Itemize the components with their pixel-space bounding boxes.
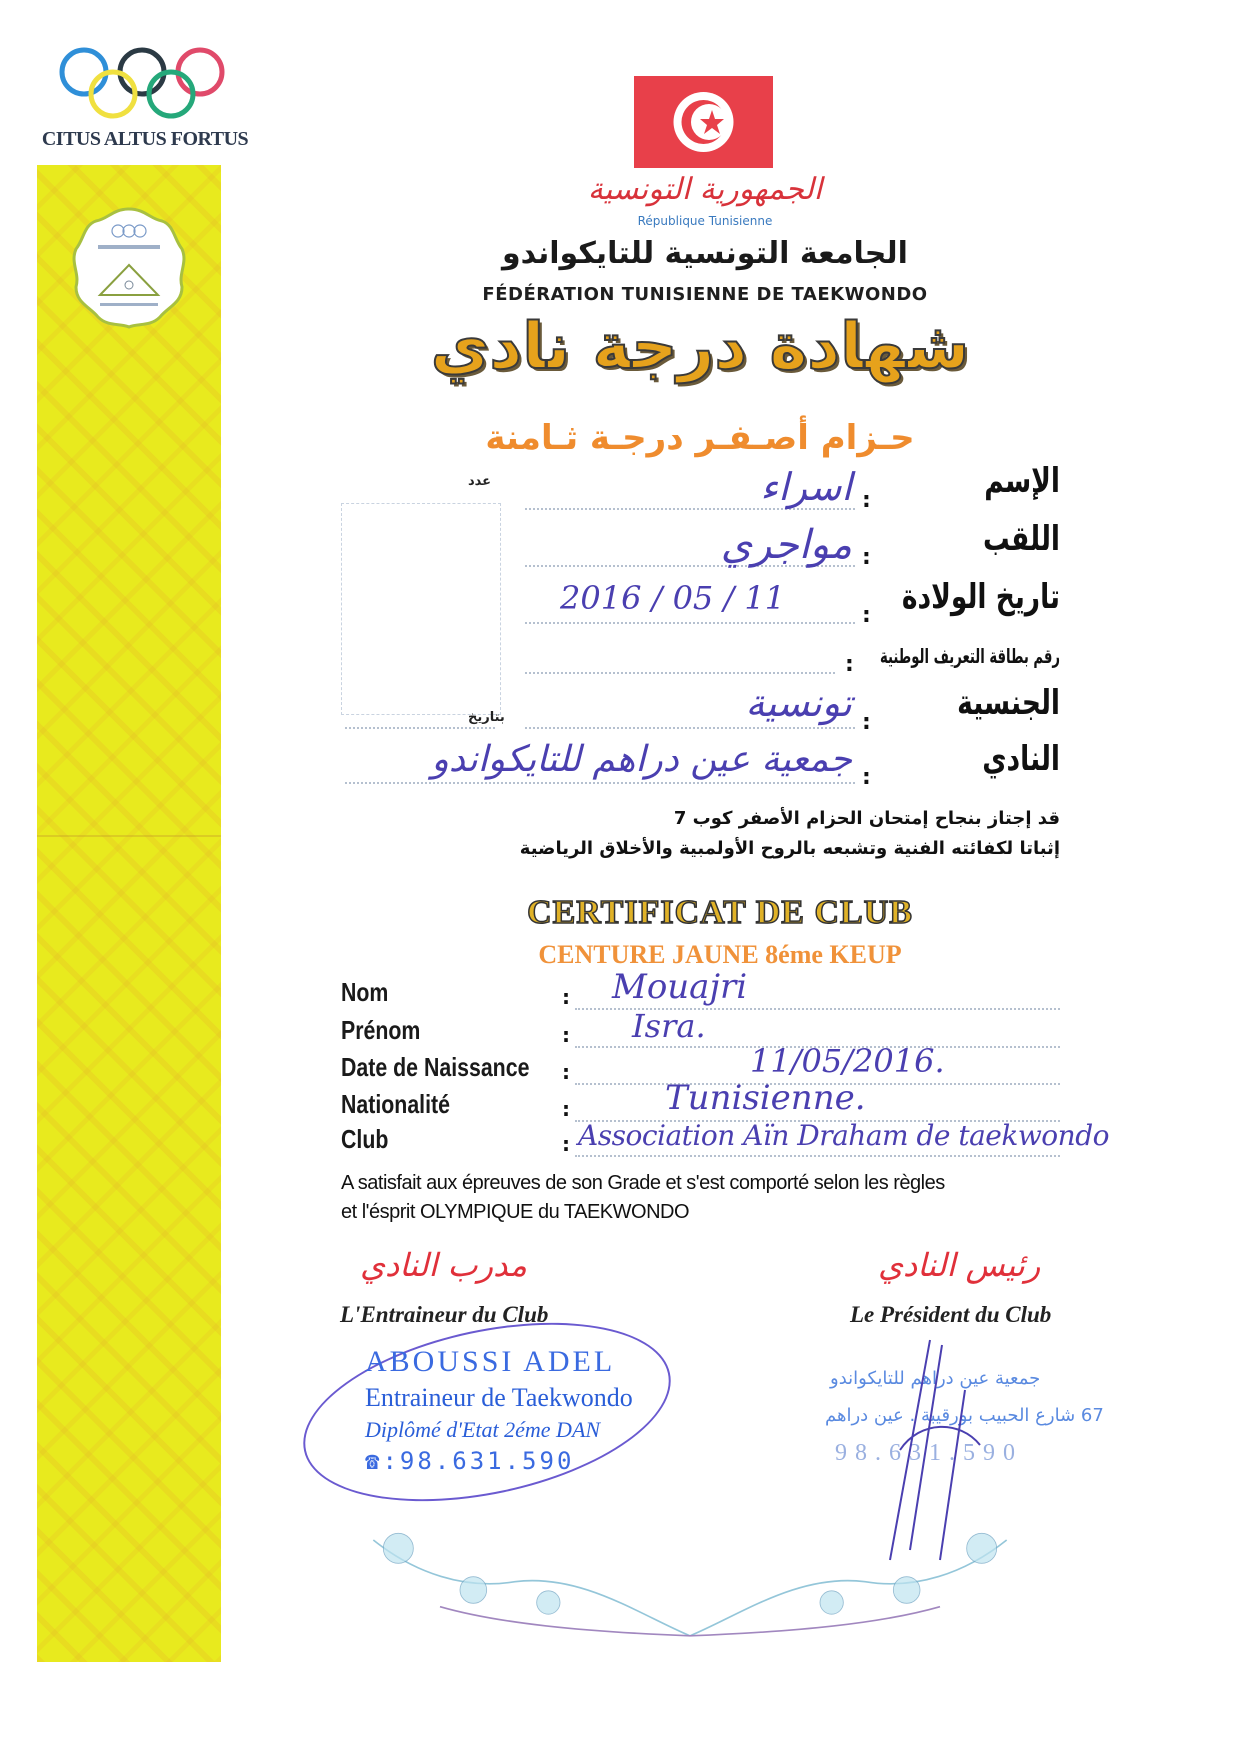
arabic-club-value: جمعية عين دراهم للتايكواندو	[431, 739, 852, 780]
date-label: بتاريخ	[468, 710, 505, 725]
french-statement-2: et l'ésprit OLYMPIQUE du TAEKWONDO	[341, 1201, 690, 1223]
tunisian-flag	[634, 76, 773, 168]
federation-emblem	[70, 205, 188, 330]
olympic-motto: CITUS ALTUS FORTUS	[41, 128, 249, 150]
olympic-rings-logo	[58, 44, 228, 124]
decorative-yellow-strip	[37, 165, 221, 1662]
french-nationalite-value: Tunisienne.	[665, 1078, 866, 1118]
french-club-value: Association Aïn Draham de taekwondo	[578, 1119, 1109, 1152]
federation-french: FÉDÉRATION TUNISIENNE DE TAEKWONDO	[482, 284, 928, 305]
president-title-french: Le Président du Club	[850, 1302, 1052, 1327]
number-label: عدد	[468, 474, 492, 489]
crescent-star-icon	[634, 76, 773, 168]
certificate-title-arabic: شهادة درجة نادي	[430, 310, 970, 384]
date-line	[345, 727, 495, 729]
coach-title-french: L'Entraineur du Club	[340, 1302, 549, 1327]
arabic-statement-1: قد إجتاز بنجاح إمتحان الحزام الأصفر كوب 7	[673, 808, 1060, 829]
arabic-name-value: اسراء	[760, 465, 852, 509]
president-title-arabic: رئيس النادي	[878, 1246, 1041, 1284]
french-nom-value: Mouajri	[612, 967, 748, 1007]
french-prenom-value: Isra.	[632, 1007, 706, 1045]
arabic-nationality-value: تونسية	[745, 681, 852, 725]
arabic-statement-2: إثباتا لكفائته الفنية وتشبعه بالروح الأولمبية والأخلاق الرياضية	[519, 838, 1060, 859]
belt-grade-french: CENTURE JAUNE 8éme KEUP	[538, 940, 902, 969]
republic-arabic: الجمهورية التونسية	[587, 172, 823, 207]
french-birthdate-value: 11/05/2016.	[750, 1042, 945, 1080]
floral-ornament	[300, 1490, 1080, 1640]
republic-french: République Tunisienne	[637, 214, 773, 228]
certificate-title-french: CERTIFICAT DE CLUB	[527, 894, 913, 931]
federation-arabic: الجامعة التونسية للتايكواندو	[502, 236, 908, 271]
arabic-birthdate-value: 2016 / 05 / 11	[560, 579, 786, 617]
coach-title-arabic: مدرب النادي	[360, 1246, 528, 1284]
arabic-surname-value: مواجري	[720, 522, 852, 568]
french-statement-1: A satisfait aux épreuves de son Grade et s'est comporté selon les règles	[341, 1172, 945, 1194]
photo-box	[341, 503, 501, 715]
belt-grade-arabic: حـزام أصـفـر درجـة ثـامنة	[485, 418, 915, 458]
strip-divider	[37, 835, 221, 837]
